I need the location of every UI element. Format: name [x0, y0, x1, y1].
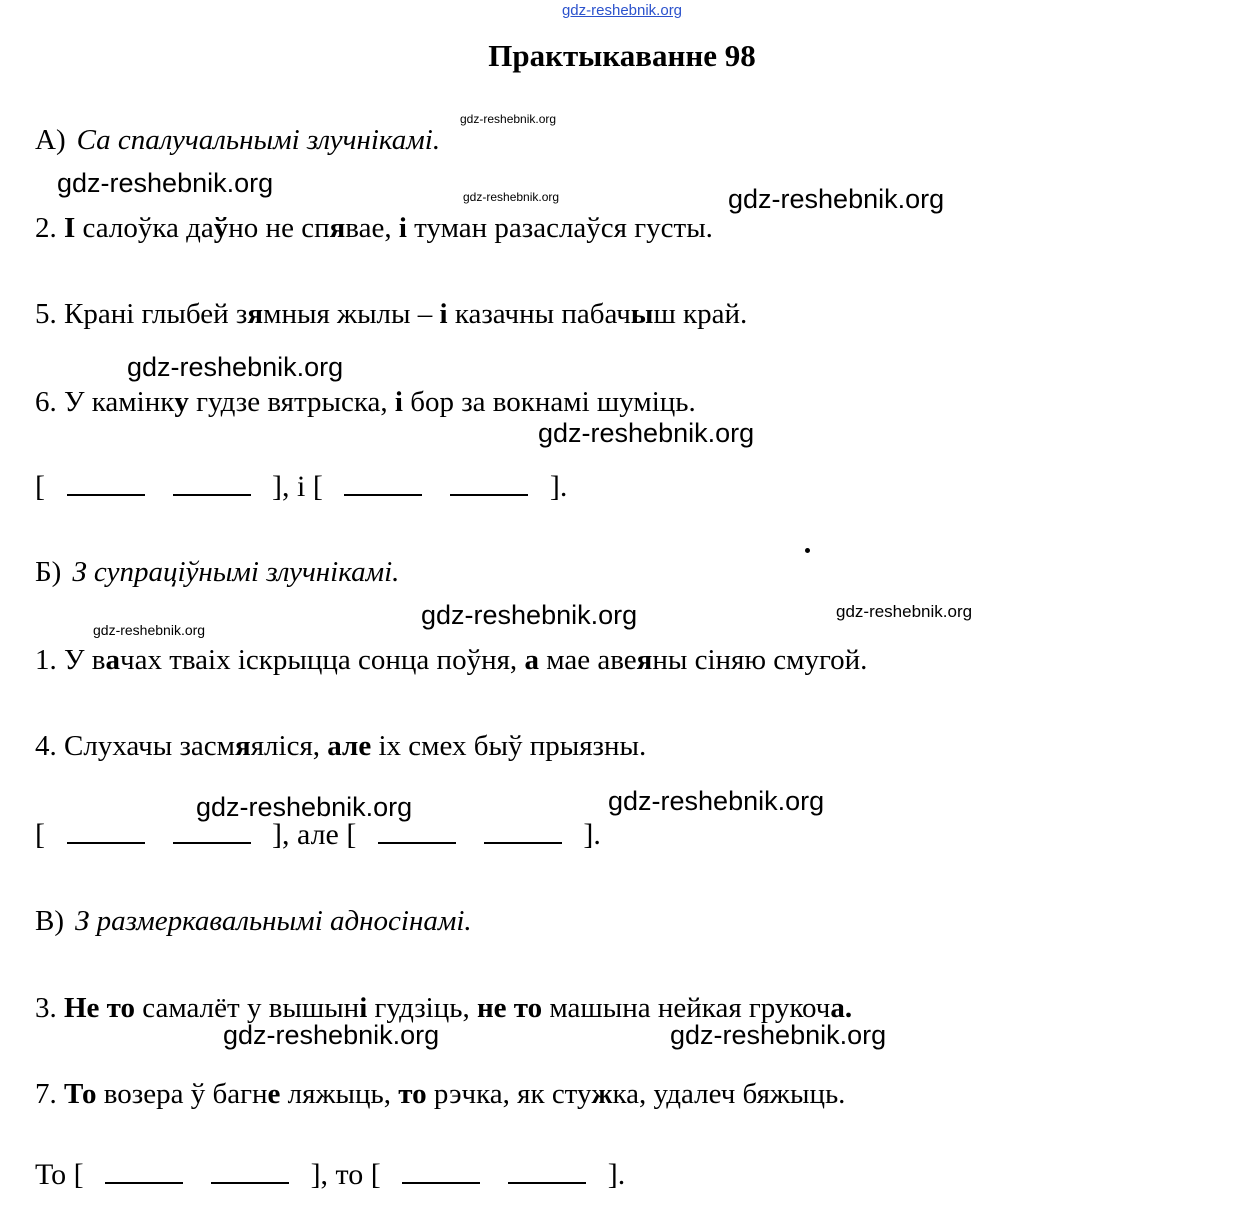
watermark: gdz-reshebnik.org [670, 1020, 887, 1050]
sentence-5 [35, 298, 747, 331]
section-b-letter: Б) [35, 556, 62, 588]
bold-text: не то [476, 992, 543, 1024]
text: ка, удалеч бяжыць. [612, 1078, 846, 1110]
blank-line [484, 828, 562, 845]
bold-text: ў [213, 212, 229, 244]
text: ш край. [653, 298, 748, 330]
section-v-heading [35, 905, 472, 938]
site-watermark-link[interactable]: gdz-reshebnik.org [561, 2, 683, 19]
exercise-title: Практыкаванне 98 [488, 38, 756, 73]
bold-text: а. [830, 992, 853, 1024]
text: туман разаслаўся густы. [406, 212, 713, 244]
scheme-v [35, 1158, 625, 1192]
text: гудзе вятрыска, [188, 386, 395, 418]
text: 6. У камінк [35, 386, 175, 418]
text: бор за вокнамі шуміць. [402, 386, 696, 418]
text: самалёт у вышын [135, 992, 360, 1024]
bold-text: а [105, 644, 120, 676]
text: [ [35, 470, 53, 503]
bold-text: ы [630, 298, 654, 330]
blank-line [402, 1168, 480, 1185]
watermark: gdz-reshebnik.org [57, 168, 274, 198]
text: казачны пабач [447, 298, 631, 330]
blank-line [67, 828, 145, 845]
bold-text: ж [591, 1078, 613, 1110]
blank-line [67, 480, 145, 497]
dot [805, 548, 810, 553]
text: ]. [575, 818, 601, 851]
section-a-heading [35, 124, 440, 157]
text: рэчка, як сту [426, 1078, 592, 1110]
bold-text: і [359, 992, 368, 1024]
sentence-7 [35, 1078, 845, 1111]
text: ляжыць, [280, 1078, 399, 1110]
text: [ [35, 818, 53, 851]
text: 7. [35, 1078, 64, 1110]
watermark: gdz-reshebnik.org [608, 786, 825, 816]
watermark: gdz-reshebnik.org [728, 184, 945, 214]
watermark: gdz-reshebnik.org [421, 600, 638, 630]
watermark: gdz-reshebnik.org [836, 602, 973, 621]
text: ны сіняю смугой. [652, 644, 868, 676]
bold-text: я [329, 212, 346, 244]
text: 4. Слухачы засм [35, 730, 236, 762]
blank-line [378, 828, 456, 845]
scheme-b [35, 818, 601, 852]
watermark: gdz-reshebnik.org [463, 190, 560, 204]
text: 1. У в [35, 644, 106, 676]
blank-line [211, 1168, 289, 1185]
text: іх смех быў прыязны. [371, 730, 647, 762]
sentence-2 [35, 212, 713, 245]
text: ]. [542, 470, 568, 503]
text: 2. [35, 212, 64, 244]
text: 5. Крані глыбей з [35, 298, 248, 330]
text: чах тваіх іскрыцца сонца поўня, [119, 644, 525, 676]
text: гудзіць, [367, 992, 477, 1024]
text: но не сп [228, 212, 330, 244]
watermark: gdz-reshebnik.org [223, 1020, 440, 1050]
sentence-1 [35, 644, 867, 677]
section-a-letter: А) [35, 124, 66, 156]
text: То [ [35, 1158, 92, 1191]
bold-text: і [439, 298, 448, 330]
text: ], але [ [264, 818, 364, 851]
bold-text: І [64, 212, 76, 244]
text: мныя жылы – [263, 298, 440, 330]
blank-line [508, 1168, 586, 1185]
sentence-4 [35, 730, 646, 763]
bold-text: я [636, 644, 653, 676]
section-v-letter: В) [35, 905, 64, 937]
watermark: gdz-reshebnik.org [196, 792, 413, 822]
text: яліся, [250, 730, 328, 762]
section-v-title: З размеркавальнымі адносінамі. [75, 905, 472, 937]
blank-line [173, 480, 251, 497]
bold-text: То [64, 1078, 97, 1110]
text: мае аве [538, 644, 637, 676]
text: 3. [35, 992, 64, 1024]
bold-text: а [524, 644, 539, 676]
text: салоўка да [75, 212, 214, 244]
text: вае, [345, 212, 399, 244]
sentence-6 [35, 386, 696, 419]
blank-line [450, 480, 528, 497]
watermark: gdz-reshebnik.org [93, 622, 206, 638]
section-b-title: З супраціўнымі злучнікамі. [72, 556, 400, 588]
bold-text: і [398, 212, 407, 244]
scheme-a [35, 470, 567, 504]
bold-text: у [174, 386, 189, 418]
text: ], то [ [303, 1158, 389, 1191]
watermark: gdz-reshebnik.org [460, 112, 557, 126]
watermark: gdz-reshebnik.org [538, 418, 755, 448]
watermark: gdz-reshebnik.org [127, 352, 344, 382]
text: машына нейкая грукоч [542, 992, 831, 1024]
blank-line [105, 1168, 183, 1185]
bold-text: але [327, 730, 372, 762]
bold-text: е [267, 1078, 281, 1110]
blank-line [344, 480, 422, 497]
section-a-title: Са спалучальнымі злучнікамі. [76, 124, 441, 156]
text: ]. [600, 1158, 626, 1191]
bold-text: я [247, 298, 264, 330]
bold-text: то [398, 1078, 427, 1110]
bold-text: і [394, 386, 403, 418]
text: возера ў багн [96, 1078, 268, 1110]
text: ], і [ [264, 470, 331, 503]
bold-text: я [235, 730, 251, 762]
bold-text: Не то [64, 992, 136, 1024]
section-b-heading [35, 556, 399, 589]
blank-line [173, 828, 251, 845]
